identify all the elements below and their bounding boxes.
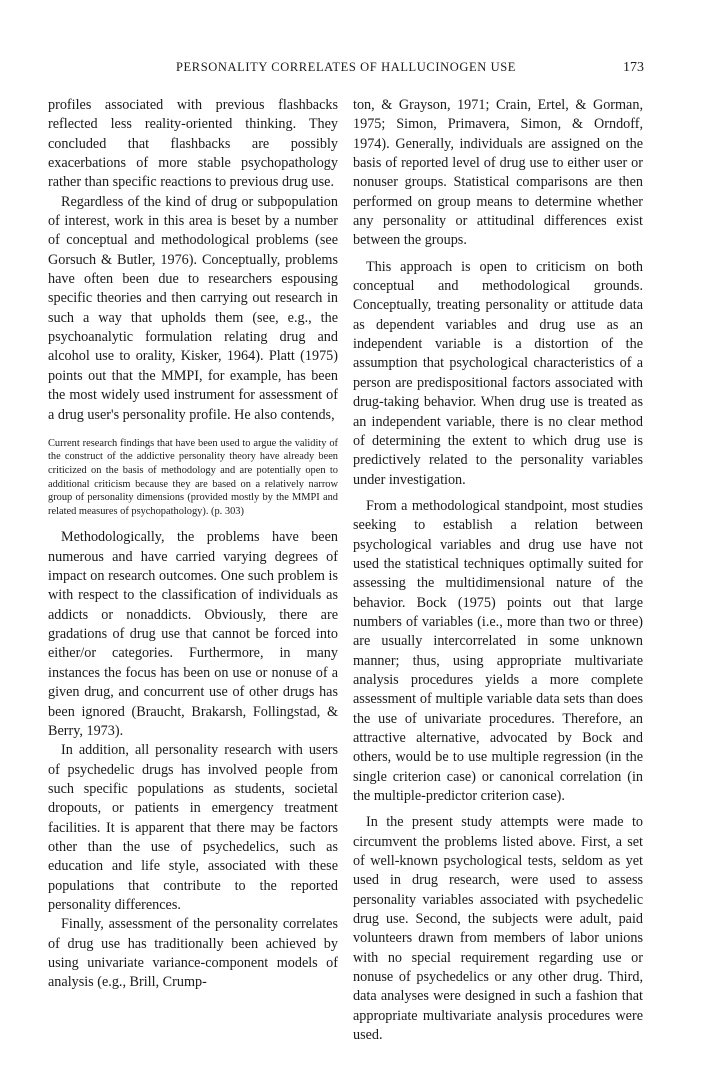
paragraph-multivariate-techniques: From a methodological standpoint, most studies seeking to establish a relation between psychological variables and drug use have not used the statistical techniques optimally suited for assessing the multidimensional nature of the behavior. Bock (1975) points out that large numbers of variables (i.e., more than two or three) are usually intercorrelated in some unknown manner; thus, using appropriate multivariate analysis procedures yields a more complete assessment of multiple variable data sets than does the use of univariate procedures. Therefore, an attractive alternative, advocated by Bock and others, would be to use multiple regression (in the single criterion case) or canonical correlation (in the multiple-predictor criterion case).: [353, 497, 643, 805]
page-number: 173: [623, 60, 644, 75]
paragraph-citations-continued: ton, & Grayson, 1971; Crain, Ertel, & Gorman, 1975; Simon, Primavera, Simon, & Orndoff, 1974). Generally, individuals are assigned on the basis of reported level of drug use to either user or nonuser groups. Statistical comparisons are then performed on group means to determine whether any personality or attitudinal differences exist between the groups.: [353, 97, 643, 249]
paragraph-present-study: In the present study attempts were made to circumvent the problems listed above. First, a set of well-known psychological tests, seldom as yet used in drug research, were used to assess personality variables associated with psychedelic drug use. Second, the subjects were adult, paid volunteers drawn from members of labor unions with no special requirement regarding use or nonuse of psychedelics or any other drug. Third, data analyses were designed in such a fashion that appropriate multivariate analysis procedures were used.: [353, 814, 643, 1044]
right-column: [353, 96, 643, 1046]
paragraph-univariate-models: Finally, assessment of the personality correlates of drug use has traditionally been achieved by using univariate variance-component models of analysis (e.g., Brill, Crump-: [48, 916, 338, 991]
paragraph-conceptual-criticism: This approach is open to criticism on both conceptual and methodological grounds. Conceptually, treating personality or attitude data as dependent variables and drug use as an independent variable is a distortion of the assumption that psychological characteristics of a person are predispositional factors associated with drug-taking behavior. When drug use is treated as an independent variable, there is no clear method of determining the extent to which drug use is predictively related to the personality variables under investigation.: [353, 258, 643, 488]
left-column: [48, 96, 338, 993]
paragraph-conceptual-problems: Regardless of the kind of drug or subpopulation of interest, work in this area is beset by a number of conceptual and methodological problems (see Gorsuch & Butler, 1976). Conceptually, problems have often been due to researchers espousing specific theories and then carrying out research in such a way that upholds them (see, e.g., the psychoanalytic formulation relating drug and alcohol use to orality, Kisker, 1964). Platt (1975) points out that the MMPI, for example, has been the most widely used instrument for assessment of a drug user's personality profile. He also contends,: [48, 193, 338, 423]
paragraph-flashbacks-continued: profiles associated with previous flashbacks reflected less reality-oriented thinking. They concluded that flashbacks are possibly exacerbations of more stable psychopathology rather than specific reactions to previous drug use.: [48, 97, 338, 191]
paragraph-specific-populations: In addition, all personality research with users of psychedelic drugs has involved people from such specific populations as students, societal dropouts, or patients in emergency treatment facilities. It is apparent that there may be factors other than the use of psychedelics, such as education and life style, associated with these populations that contribute to the reported personality differences.: [48, 742, 338, 913]
paragraph-methodological-problems: Methodologically, the problems have been numerous and have carried varying degrees of impact on research outcomes. One such problem is with respect to the classification of individuals as addicts or nonaddicts. Obviously, there are gradations of drug use that cannot be forced into either/or categories. Furthermore, in many instances the focus has been on use or nonuse of a given drug, and concurrent use of other drugs has been ignored (Braucht, Brakarsh, Follingstad, & Berry, 1973).: [48, 529, 338, 739]
block-quote-platt: Current research findings that have been used to argue the validity of the construct of the addictive personality theory have already been criticized on the basis of methodology and are potentially open to additional criticism because they are based on a relatively narrow group of personality dimensions (provided mostly by the MMPI and related measures of psychopathology). (p. 303): [48, 437, 338, 517]
running-head: [48, 60, 644, 78]
running-title: PERSONALITY CORRELATES OF HALLUCINOGEN USE: [175, 60, 517, 74]
